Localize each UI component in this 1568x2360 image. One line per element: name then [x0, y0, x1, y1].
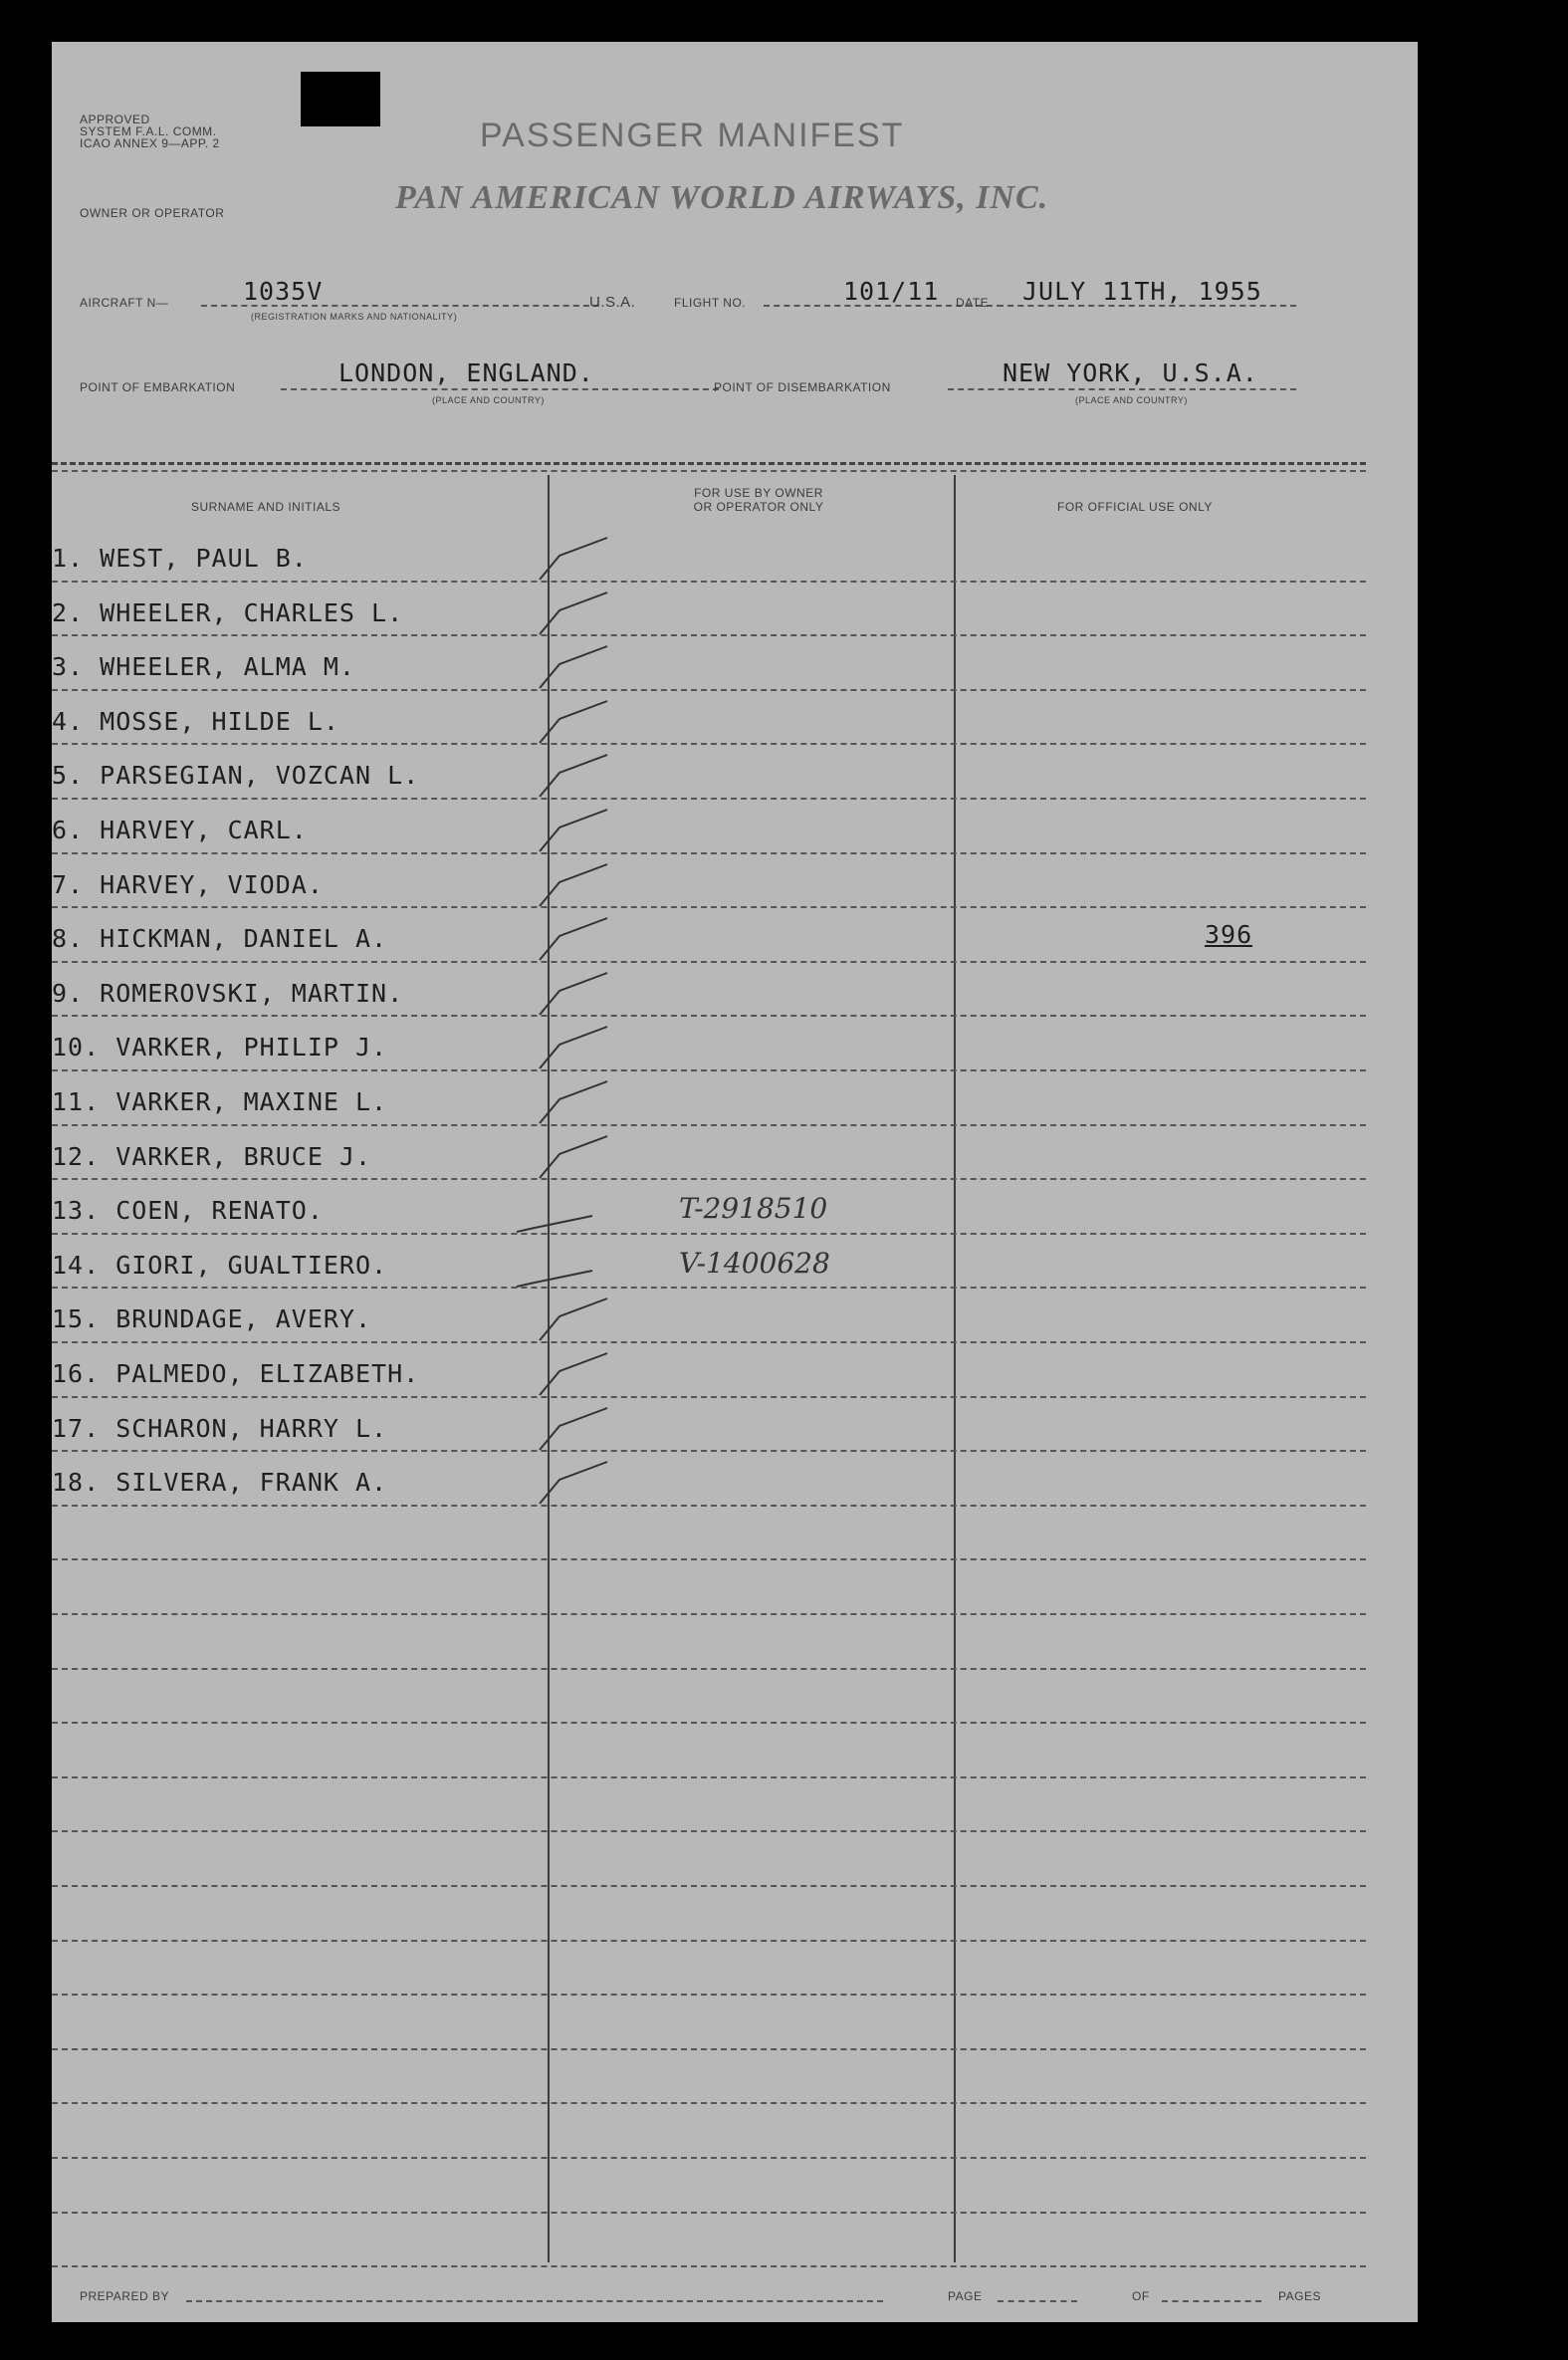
row-rule — [52, 1885, 1366, 1887]
aircraft-label: AIRCRAFT N— — [80, 296, 169, 310]
row-rule — [52, 743, 1366, 745]
check-tick-icon — [538, 971, 617, 1021]
row-rule — [52, 1994, 1366, 1996]
row-rule — [52, 1069, 1366, 1071]
aircraft-sublabel: (REGISTRATION MARKS AND NATIONALITY) — [251, 312, 458, 322]
of-label: OF — [1132, 2289, 1150, 2303]
check-tick-icon — [515, 1243, 594, 1293]
row-rule — [52, 1940, 1366, 1942]
row-rule — [52, 2102, 1366, 2104]
passenger-name: 17. SCHARON, HARRY L. — [52, 1414, 388, 1443]
row-rule — [52, 1558, 1366, 1560]
check-tick-icon — [515, 1188, 594, 1238]
row-rule — [52, 2265, 1366, 2267]
row-rule — [52, 1178, 1366, 1180]
operator-note: V-1400628 — [679, 1247, 830, 1280]
check-tick-icon — [538, 1351, 617, 1401]
manifest-page — [52, 42, 1418, 2322]
check-tick-icon — [538, 1025, 617, 1074]
check-tick-icon — [538, 862, 617, 912]
flight-label: FLIGHT NO. — [674, 296, 747, 310]
passenger-name: 14. GIORI, GUALTIERO. — [52, 1251, 388, 1280]
page-label: PAGE — [948, 2289, 983, 2303]
embark-label: POINT OF EMBARKATION — [80, 380, 236, 394]
row-rule — [52, 906, 1366, 908]
check-tick-icon — [538, 699, 617, 749]
check-tick-icon — [538, 916, 617, 966]
col-header-operator-line2: OR OPERATOR ONLY — [693, 500, 824, 514]
passenger-name: 1. WEST, PAUL B. — [52, 544, 308, 573]
owner-value: PAN AMERICAN WORLD AIRWAYS, INC. — [395, 179, 1049, 216]
operator-note: T-2918510 — [679, 1192, 828, 1225]
aircraft-value: 1035V — [243, 277, 324, 306]
passenger-name: 8. HICKMAN, DANIEL A. — [52, 924, 388, 953]
row-rule — [52, 1341, 1366, 1343]
disembark-label: POINT OF DISEMBARKATION — [714, 380, 891, 394]
row-rule — [52, 1776, 1366, 1778]
check-tick-icon — [538, 1297, 617, 1346]
check-tick-icon — [538, 808, 617, 857]
date-value: JULY 11TH, 1955 — [1022, 277, 1262, 306]
row-rule — [52, 2157, 1366, 2159]
flight-value: 101/11 — [843, 277, 940, 306]
approval-block — [80, 114, 220, 149]
usa-label: U.S.A. — [589, 294, 636, 311]
passenger-name: 13. COEN, RENATO. — [52, 1196, 324, 1225]
embark-value: LONDON, ENGLAND. — [338, 358, 594, 387]
passenger-name: 18. SILVERA, FRANK A. — [52, 1468, 388, 1497]
passenger-name: 15. BRUNDAGE, AVERY. — [52, 1304, 372, 1333]
row-rule — [52, 1015, 1366, 1017]
approval-line: ICAO ANNEX 9—APP. 2 — [80, 136, 220, 150]
pages-label: PAGES — [1278, 2289, 1321, 2303]
row-rule — [52, 1287, 1366, 1289]
passenger-name: 10. VARKER, PHILIP J. — [52, 1033, 388, 1062]
col-header-operator — [659, 486, 858, 514]
check-tick-icon — [538, 536, 617, 586]
passenger-name: 4. MOSSE, HILDE L. — [52, 707, 339, 736]
row-rule — [52, 1505, 1366, 1507]
col-header-name: SURNAME AND INITIALS — [191, 500, 341, 514]
passenger-name: 3. WHEELER, ALMA M. — [52, 652, 355, 681]
check-tick-icon — [538, 753, 617, 803]
row-rule — [52, 581, 1366, 583]
passenger-name: 5. PARSEGIAN, VOZCAN L. — [52, 761, 420, 790]
passenger-name: 12. VARKER, BRUCE J. — [52, 1142, 372, 1171]
row-rule — [52, 2212, 1366, 2214]
row-rule — [52, 689, 1366, 691]
passenger-name: 7. HARVEY, VIODA. — [52, 870, 324, 899]
row-rule — [52, 1722, 1366, 1724]
row-rule — [52, 961, 1366, 963]
embark-sublabel: (PLACE AND COUNTRY) — [432, 395, 545, 405]
row-rule — [52, 852, 1366, 854]
row-rule — [52, 634, 1366, 636]
check-tick-icon — [538, 644, 617, 694]
prepared-label: PREPARED BY — [80, 2289, 169, 2303]
row-rule — [52, 1396, 1366, 1398]
col-header-official: FOR OFFICIAL USE ONLY — [1057, 500, 1213, 514]
check-tick-icon — [538, 1079, 617, 1129]
row-rule — [52, 798, 1366, 800]
passenger-name: 2. WHEELER, CHARLES L. — [52, 598, 404, 627]
row-rule — [52, 1830, 1366, 1832]
row-rule — [52, 1450, 1366, 1452]
check-tick-icon — [538, 590, 617, 640]
disembark-sublabel: (PLACE AND COUNTRY) — [1075, 395, 1188, 405]
disembark-value: NEW YORK, U.S.A. — [1003, 358, 1258, 387]
approval-line: SYSTEM F.A.L. COMM. — [80, 124, 217, 138]
col-header-operator-line1: FOR USE BY OWNER — [694, 486, 823, 500]
owner-label: OWNER OR OPERATOR — [80, 206, 225, 220]
passenger-name: 11. VARKER, MAXINE L. — [52, 1087, 388, 1116]
check-tick-icon — [538, 1134, 617, 1184]
check-tick-icon — [538, 1406, 617, 1456]
row-rule — [52, 2048, 1366, 2050]
form-title: PASSENGER MANIFEST — [480, 117, 905, 154]
row-rule — [52, 1233, 1366, 1235]
date-label: DATE — [956, 296, 990, 310]
passenger-name: 16. PALMEDO, ELIZABETH. — [52, 1359, 420, 1388]
scan-mark — [301, 72, 380, 126]
official-note: 396 — [1205, 920, 1253, 949]
passenger-name: 6. HARVEY, CARL. — [52, 816, 308, 844]
row-rule — [52, 1124, 1366, 1126]
row-rule — [52, 1613, 1366, 1615]
passenger-name: 9. ROMEROVSKI, MARTIN. — [52, 979, 404, 1008]
check-tick-icon — [538, 1460, 617, 1510]
approval-line: APPROVED — [80, 113, 150, 126]
row-rule — [52, 1668, 1366, 1670]
